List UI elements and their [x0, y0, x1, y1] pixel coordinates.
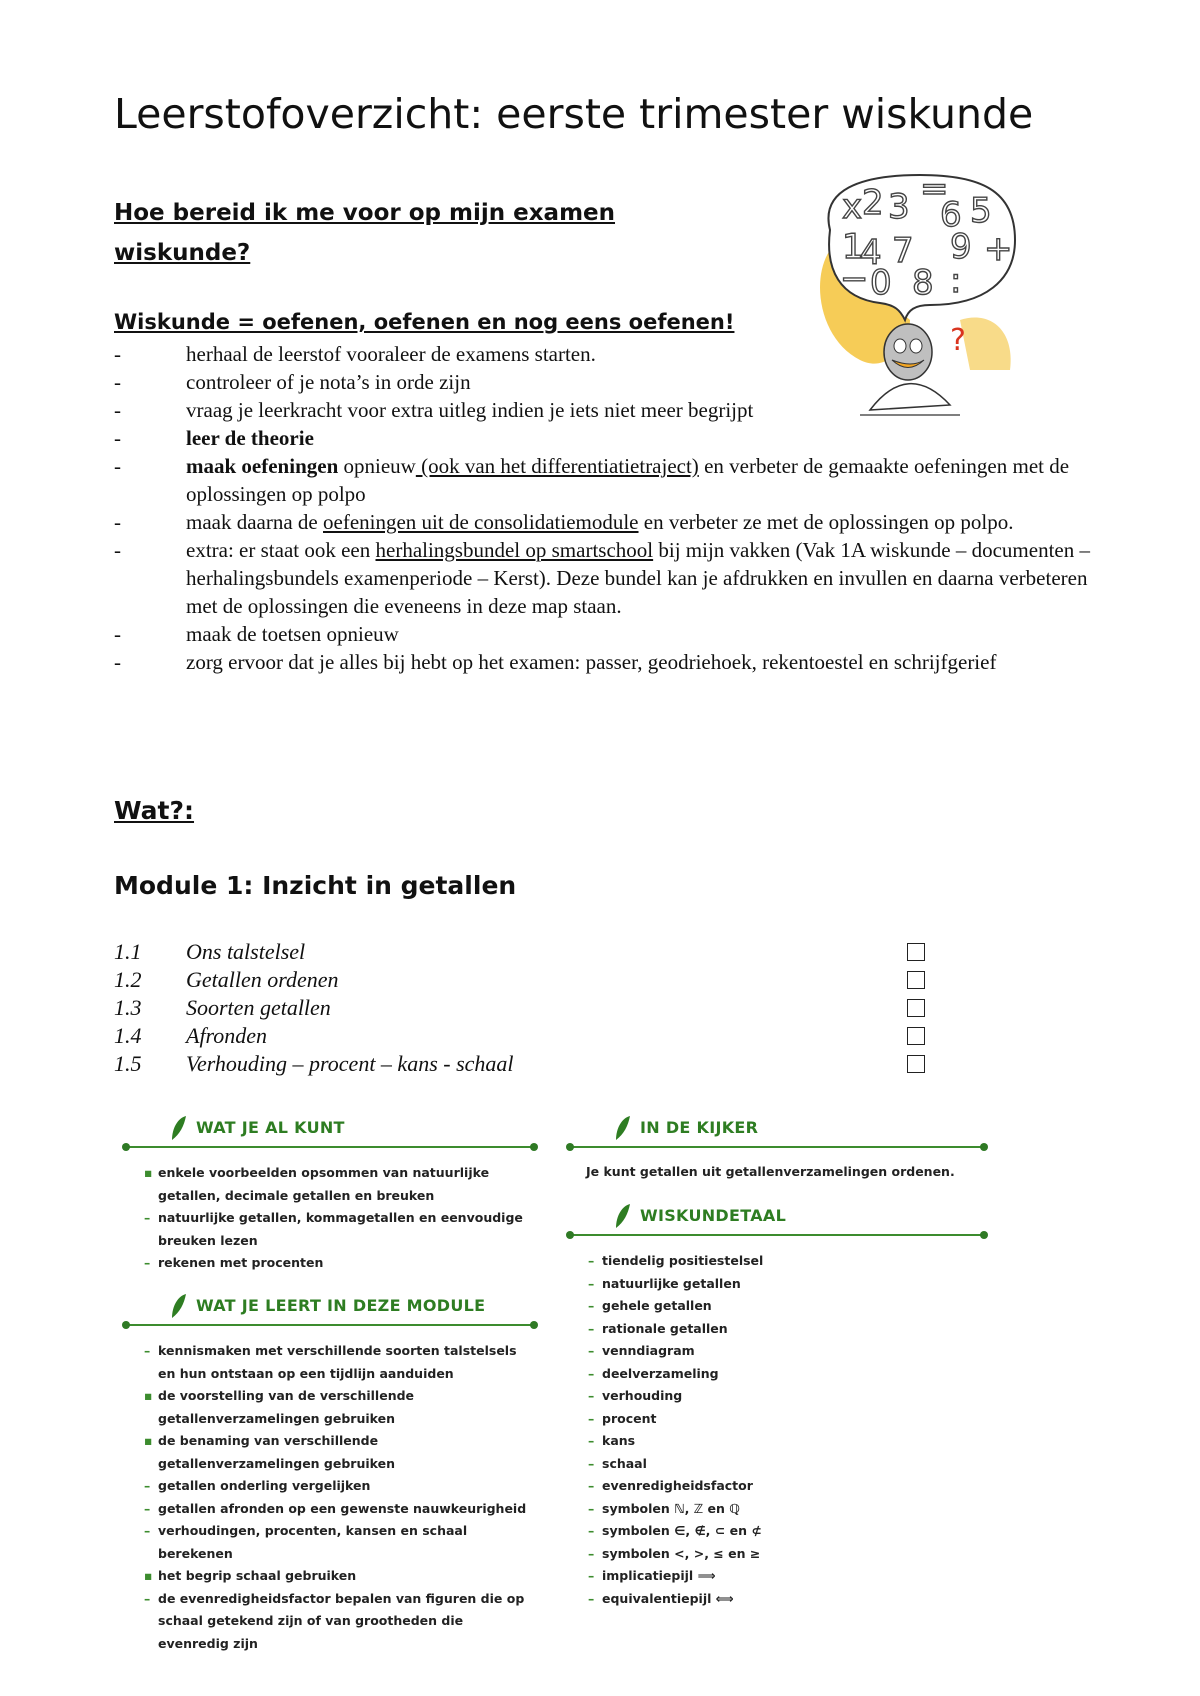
- list-item: – procent: [588, 1410, 657, 1426]
- topic-number: 1.5: [114, 1051, 142, 1076]
- bubble-colon: :: [950, 261, 962, 301]
- list-item: – verhouding: [588, 1388, 683, 1403]
- topic-row: [114, 994, 934, 1022]
- box-heading: WAT JE AL KUNT: [196, 1118, 345, 1137]
- list-item: - extra: er staat ook een herhalingsbundel op smartschool bij mijn vakken (Vak 1A wiskunde – documenten – herhalingsbundels examenperiode – Kerst). Deze bundel kan je afdrukken en invullen en daarna verbeteren met de oplossingen die eveneens in deze map staan.: [114, 538, 1090, 618]
- list-item: - vraag je leerkracht voor extra uitleg indien je iets niet meer begrijpt: [114, 398, 754, 422]
- list-item: – getallen afronden op een gewenste nauwkeurigheid: [144, 1500, 527, 1516]
- bubble-eq: =: [920, 170, 949, 209]
- list-item: – verhoudingen, procenten, kansen en schaal berekenen: [144, 1523, 468, 1561]
- page-title: Leerstofoverzicht: eerste trimester wiskunde: [114, 90, 1034, 138]
- bubble-x: x: [842, 187, 863, 227]
- list-item: - controleer of je nota’s in orde zijn: [114, 370, 471, 394]
- topic-checkbox[interactable]: [907, 999, 925, 1017]
- tips-list: [114, 340, 1094, 676]
- box-text: Je kunt getallen uit getallenverzamelingen ordenen.: [586, 1164, 955, 1179]
- list-item: – deelverzameling: [588, 1365, 719, 1381]
- list-item: – natuurlijke getallen: [588, 1275, 741, 1291]
- bubble-minus: −: [840, 259, 869, 299]
- topic-checkbox[interactable]: [907, 1027, 925, 1045]
- topic-name: Verhouding – procent – kans - schaal: [186, 1051, 514, 1076]
- box-heading: WAT JE LEERT IN DEZE MODULE: [196, 1296, 486, 1315]
- bubble-3: 3: [888, 187, 910, 227]
- bubble-2: 2: [862, 183, 884, 223]
- bubble-8: 8: [912, 263, 934, 303]
- list-item: – equivalentiepijl ⟺: [588, 1590, 734, 1606]
- topic-name: Soorten getallen: [186, 995, 331, 1020]
- leaf-icon: [612, 1114, 632, 1142]
- list-item: ▪ enkele voorbeelden opsommen van natuurlijke getallen, decimale getallen en breuken: [144, 1165, 490, 1203]
- topic-number: 1.3: [114, 995, 142, 1020]
- bubble-7: 7: [892, 231, 914, 271]
- list-item: ▪ de voorstelling van de verschillende getallenverzamelingen gebruiken: [144, 1388, 415, 1426]
- topic-row: [114, 966, 934, 994]
- topics-list: [114, 938, 934, 1078]
- topic-row: [114, 938, 934, 966]
- topic-row: [114, 1022, 934, 1050]
- wat-heading: Wat?:: [114, 796, 195, 825]
- list-item: – venndiagram: [588, 1343, 695, 1358]
- topic-checkbox[interactable]: [907, 943, 925, 961]
- list-item: – tiendelig positiestelsel: [588, 1253, 764, 1268]
- bubble-9: 9: [950, 227, 972, 267]
- topic-name: Getallen ordenen: [186, 967, 339, 992]
- topic-row: [114, 1050, 934, 1078]
- list-item: – gehele getallen: [588, 1298, 712, 1313]
- leaf-icon: [168, 1292, 188, 1320]
- list-item: - zorg ervoor dat je alles bij hebt op het examen: passer, geodriehoek, rekentoestel en schrijfgerief: [114, 650, 997, 674]
- list-item: - maak oefeningen opnieuw (ook van het differentiatietraject) en verbeter de gemaakte oefeningen met de oplossingen op polpo: [114, 454, 1070, 506]
- list-item: - maak de toetsen opnieuw: [114, 622, 399, 646]
- slogan: Wiskunde = oefenen, oefenen en nog eens oefenen!: [114, 310, 735, 334]
- bubble-0: 0: [870, 263, 892, 303]
- module-heading: Module 1: Inzicht in getallen: [114, 871, 517, 900]
- topic-checkbox[interactable]: [907, 1055, 925, 1073]
- list-item: – symbolen ℕ, ℤ en ℚ: [588, 1500, 740, 1516]
- leaf-icon: [168, 1114, 188, 1142]
- list-item: – de evenredigheidsfactor bepalen van figuren die op schaal getekend zijn of van grootheden die evenredig zijn: [144, 1590, 525, 1651]
- box-wat-je-al-kunt: [124, 1108, 536, 1275]
- box-in-de-kijker: [568, 1108, 986, 1179]
- list-item: - maak daarna de oefeningen uit de consolidatiemodule en verbeter ze met de oplossingen op polpo.: [114, 510, 1014, 534]
- prep-heading: Hoe bereid ik me voor op mijn examen wiskunde?: [114, 200, 616, 266]
- box-rule: [124, 1146, 536, 1148]
- list-item: – rekenen met procenten: [144, 1255, 324, 1270]
- bubble-4: 4: [860, 233, 882, 273]
- bubble-plus: +: [984, 229, 1013, 269]
- list-item: ▪ de benaming van verschillende getallenverzamelingen gebruiken: [144, 1433, 396, 1471]
- list-item: – symbolen ∈, ∉, ⊂ en ⊄: [588, 1523, 762, 1538]
- topic-checkbox[interactable]: [907, 971, 925, 989]
- box-wat-je-leert: [124, 1286, 536, 1655]
- topic-number: 1.1: [114, 939, 142, 964]
- list-item: – evenredigheidsfactor: [588, 1478, 753, 1493]
- box-heading: WISKUNDETAAL: [640, 1206, 787, 1225]
- topic-number: 1.4: [114, 1023, 142, 1048]
- leaf-icon: [612, 1202, 632, 1230]
- list-item: – kennismaken met verschillende soorten talstelsels en hun ontstaan op een tijdlijn aanduiden: [144, 1343, 517, 1381]
- list-item: - leer de theorie: [114, 426, 314, 450]
- list-item: – schaal: [588, 1455, 647, 1471]
- box-rule: [124, 1324, 536, 1326]
- topic-name: Afronden: [186, 1023, 268, 1048]
- box-wiskundetaal: [568, 1196, 986, 1610]
- list-item: - herhaal de leerstof vooraleer de examens starten.: [114, 342, 596, 366]
- topic-number: 1.2: [114, 967, 142, 992]
- list-item: – getallen onderling vergelijken: [144, 1478, 371, 1493]
- list-item: – rationale getallen: [588, 1320, 728, 1336]
- bubble-1: 1: [842, 227, 864, 267]
- list-item: – kans: [588, 1433, 636, 1448]
- list-item: – natuurlijke getallen, kommagetallen en eenvoudige breuken lezen: [144, 1210, 523, 1248]
- list-item: – symbolen <, >, ≤ en ≥: [588, 1545, 761, 1561]
- list-item: ▪ het begrip schaal gebruiken: [144, 1568, 357, 1583]
- bubble-6: 6: [940, 195, 962, 235]
- topic-name: Ons talstelsel: [186, 939, 306, 964]
- box-rule: [568, 1234, 986, 1236]
- bubble-5: 5: [970, 191, 992, 231]
- list-item: – implicatiepijl ⟹: [588, 1568, 716, 1583]
- question-mark: ?: [950, 323, 966, 358]
- box-rule: [568, 1146, 986, 1148]
- box-heading: IN DE KIJKER: [640, 1118, 759, 1137]
